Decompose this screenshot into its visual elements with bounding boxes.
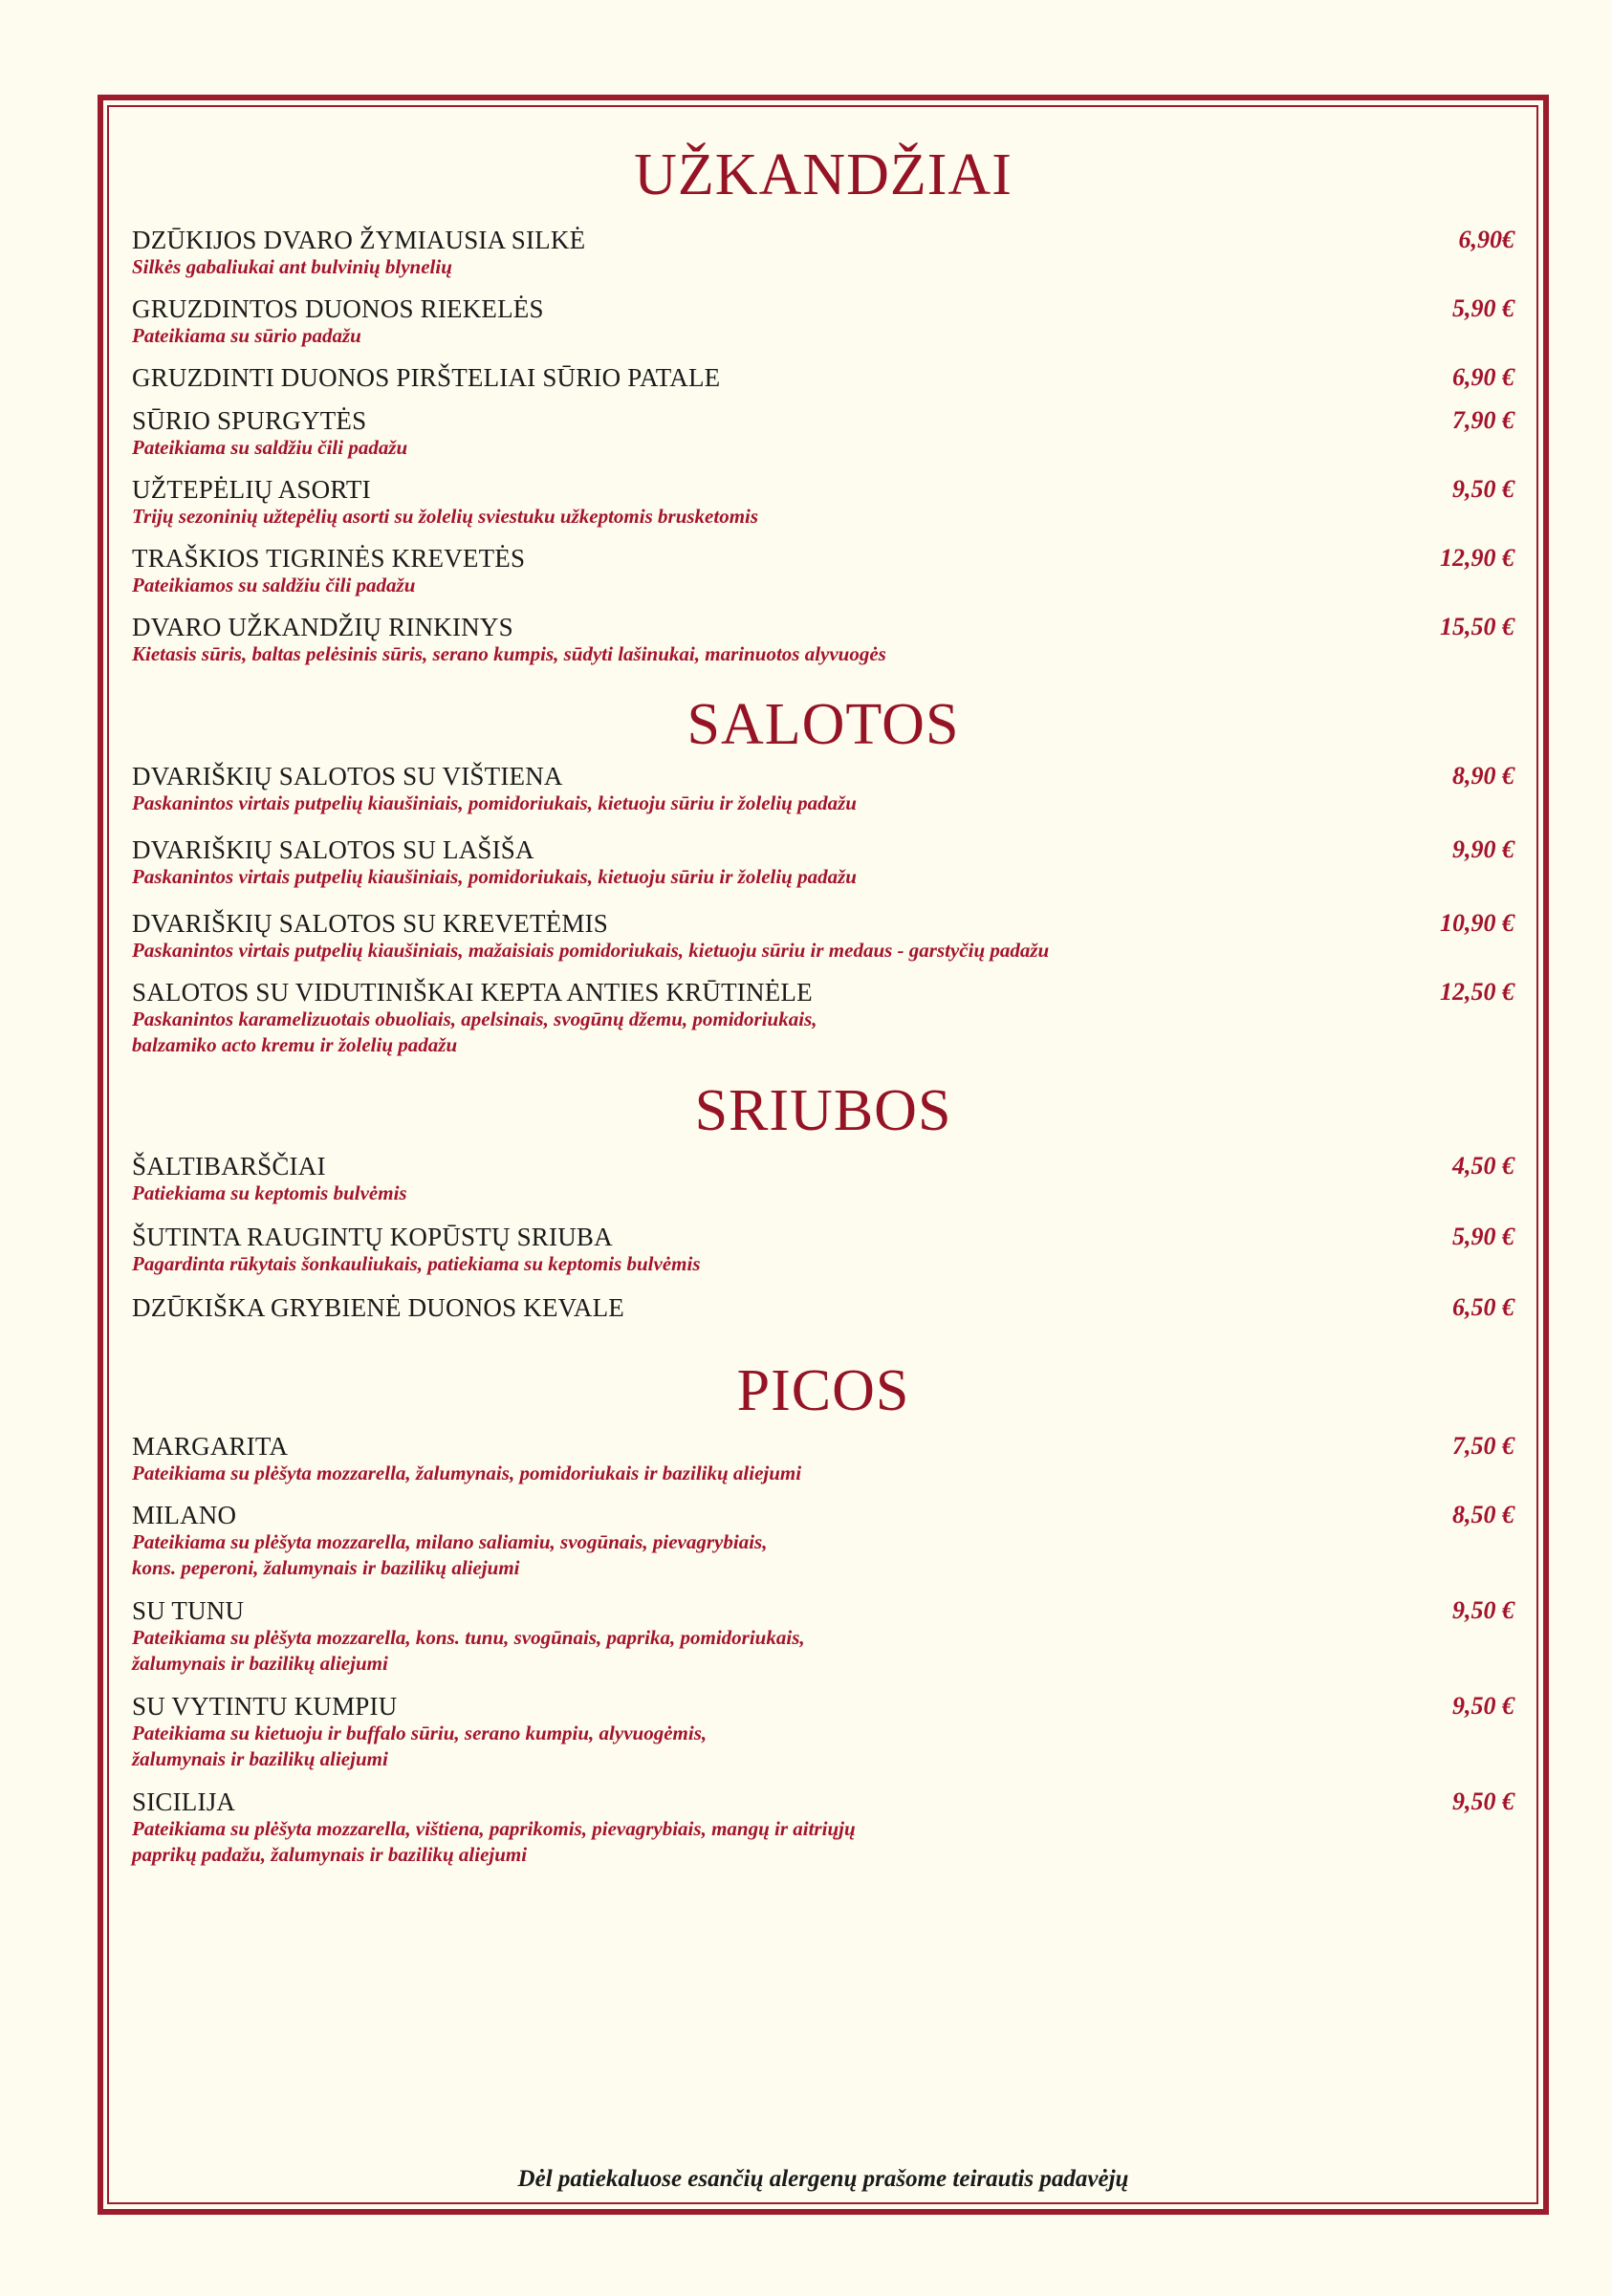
section-title: SALOTOS <box>686 692 960 757</box>
menu-item <box>132 1223 1514 1293</box>
menu-item <box>132 978 1514 1073</box>
menu-item <box>132 363 1514 406</box>
item-price: 15,50 € <box>1440 613 1514 640</box>
item-price: 9,50 € <box>1452 475 1514 503</box>
item-price: 4,50 € <box>1452 1152 1514 1180</box>
menu-item <box>132 1692 1514 1787</box>
item-description: Pateikiama su sūrio padažu <box>132 324 361 347</box>
item-name: TRAŠKIOS TIGRINĖS KREVETĖS <box>132 544 526 573</box>
item-price: 5,90 € <box>1452 294 1514 322</box>
item-price: 9,90 € <box>1452 835 1514 863</box>
section-salotos <box>132 682 1514 1073</box>
item-price: 10,90 € <box>1440 909 1514 937</box>
item-name: SICILIJA <box>132 1787 236 1816</box>
menu-item <box>132 1152 1514 1223</box>
item-price: 9,50 € <box>1452 1692 1514 1720</box>
item-description: Trijų sezoninių užtepėlių asorti su žolelių sviestuku užkeptomis brusketomis <box>132 505 759 528</box>
item-description: Paskanintos karamelizuotais obuoliais, apelsinais, svogūnų džemu, pomidoriukais, balzamiko acto kremu ir žolelių padažu <box>132 1007 817 1056</box>
item-description: Paskanintos virtais putpelių kiaušiniais, pomidoriukais, kietuoju sūriu ir žolelių padažu <box>132 865 857 888</box>
item-description: Pateikiama su plėšyta mozzarella, milano saliamiu, svogūnais, pievagrybiais, kons. peperoni, žalumynais ir bazilikų aliejumi <box>132 1530 768 1579</box>
item-description: Paskanintos virtais putpelių kiaušiniais, pomidoriukais, kietuoju sūriu ir žolelių padažu <box>132 791 857 814</box>
item-description: Pateikiama su kietuoju ir buffalo sūriu, serano kumpiu, alyvuogėmis, žalumynais ir bazilikų aliejumi <box>132 1722 708 1770</box>
item-price: 6,50 € <box>1452 1293 1514 1321</box>
section-uzkandziai <box>132 134 1514 682</box>
section-title: UŽKANDŽIAI <box>634 142 1013 207</box>
item-description: Pateikiama su saldžiu čili padažu <box>132 436 408 459</box>
menu-item <box>132 544 1514 613</box>
section-title: PICOS <box>736 1358 910 1423</box>
item-description: Silkės gabaliukai ant bulvinių blynelių <box>132 255 452 278</box>
item-name: ŠALTIBARŠČIAI <box>132 1152 326 1180</box>
menu-content <box>132 134 1514 1883</box>
item-description: Pateikiama su plėšyta mozzarella, žalumynais, pomidoriukais ir bazilikų aliejumi <box>132 1462 802 1484</box>
section-title: SRIUBOS <box>694 1078 952 1143</box>
item-price: 7,50 € <box>1452 1432 1514 1460</box>
menu-item <box>132 475 1514 544</box>
item-name: ŠUTINTA RAUGINTŲ KOPŪSTŲ SRIUBA <box>132 1223 613 1251</box>
menu-item <box>132 835 1514 909</box>
item-price: 9,50 € <box>1452 1596 1514 1624</box>
item-description: Pateikiamos su saldžiu čili padažu <box>132 574 416 596</box>
item-price: 8,50 € <box>1452 1501 1514 1528</box>
item-name: SALOTOS SU VIDUTINIŠKAI KEPTA ANTIES KRŪTINĖLE <box>132 978 813 1007</box>
section-picos <box>132 1336 1514 1883</box>
item-name: DVARIŠKIŲ SALOTOS SU KREVETĖMIS <box>132 909 609 938</box>
item-price: 6,90€ <box>1458 226 1514 253</box>
item-name: SU TUNU <box>132 1596 245 1625</box>
item-name: UŽTEPĖLIŲ ASORTI <box>132 475 371 504</box>
menu-item <box>132 1596 1514 1692</box>
item-name: DVARO UŽKANDŽIŲ RINKINYS <box>132 613 513 641</box>
item-price: 12,90 € <box>1440 544 1514 572</box>
item-description: Pagardinta rūkytais šonkauliukais, patiekiama su keptomis bulvėmis <box>132 1252 701 1275</box>
menu-item <box>132 1293 1514 1336</box>
item-description: Pateikiama su plėšyta mozzarella, vištiena, paprikomis, pievagrybiais, mangų ir aitriųjų paprikų padažu, žalumynais ir bazilikų aliejumi <box>132 1817 856 1866</box>
item-price: 7,90 € <box>1452 406 1514 434</box>
item-name: SU VYTINTU KUMPIU <box>132 1692 398 1721</box>
menu-item <box>132 1501 1514 1596</box>
item-name: DZŪKIJOS DVARO ŽYMIAUSIA SILKĖ <box>132 226 586 254</box>
item-price: 6,90 € <box>1452 363 1514 391</box>
menu-item <box>132 1432 1514 1501</box>
item-name: MILANO <box>132 1501 237 1529</box>
menu-item <box>132 909 1514 978</box>
menu-item <box>132 1787 1514 1883</box>
item-name: SŪRIO SPURGYTĖS <box>132 406 367 435</box>
allergen-note: Dėl patiekaluose esančių alergenų prašome teirautis padavėjų <box>517 2166 1129 2192</box>
item-description: Pateikiama su plėšyta mozzarella, kons. tunu, svogūnais, paprika, pomidoriukais, žalumynais ir bazilikų aliejumi <box>132 1626 805 1675</box>
item-description: Patiekiama su keptomis bulvėmis <box>132 1181 407 1204</box>
menu-item <box>132 226 1514 294</box>
item-name: DZŪKIŠKA GRYBIENĖ DUONOS KEVALE <box>132 1293 624 1322</box>
menu-item <box>132 613 1514 682</box>
item-price: 9,50 € <box>1452 1787 1514 1815</box>
menu-item <box>132 294 1514 363</box>
menu-item <box>132 406 1514 475</box>
item-price: 5,90 € <box>1452 1223 1514 1250</box>
item-name: GRUZDINTI DUONOS PIRŠTELIAI SŪRIO PATALE <box>132 363 721 392</box>
item-price: 12,50 € <box>1440 978 1514 1006</box>
item-name: DVARIŠKIŲ SALOTOS SU LAŠIŠA <box>132 835 534 864</box>
item-description: Kietasis sūris, baltas pelėsinis sūris, serano kumpis, sūdyti lašinukai, marinuotos alyvuogės <box>132 642 886 665</box>
item-description: Paskanintos virtais putpelių kiaušiniais, mažaisiais pomidoriukais, kietuoju sūriu ir medaus - garstyčių padažu <box>132 939 1050 962</box>
section-sriubos <box>132 1073 1514 1336</box>
item-name: DVARIŠKIŲ SALOTOS SU VIŠTIENA <box>132 762 563 791</box>
item-name: GRUZDINTOS DUONOS RIEKELĖS <box>132 294 544 323</box>
item-price: 8,90 € <box>1452 762 1514 790</box>
menu-item <box>132 762 1514 835</box>
item-name: MARGARITA <box>132 1432 289 1461</box>
